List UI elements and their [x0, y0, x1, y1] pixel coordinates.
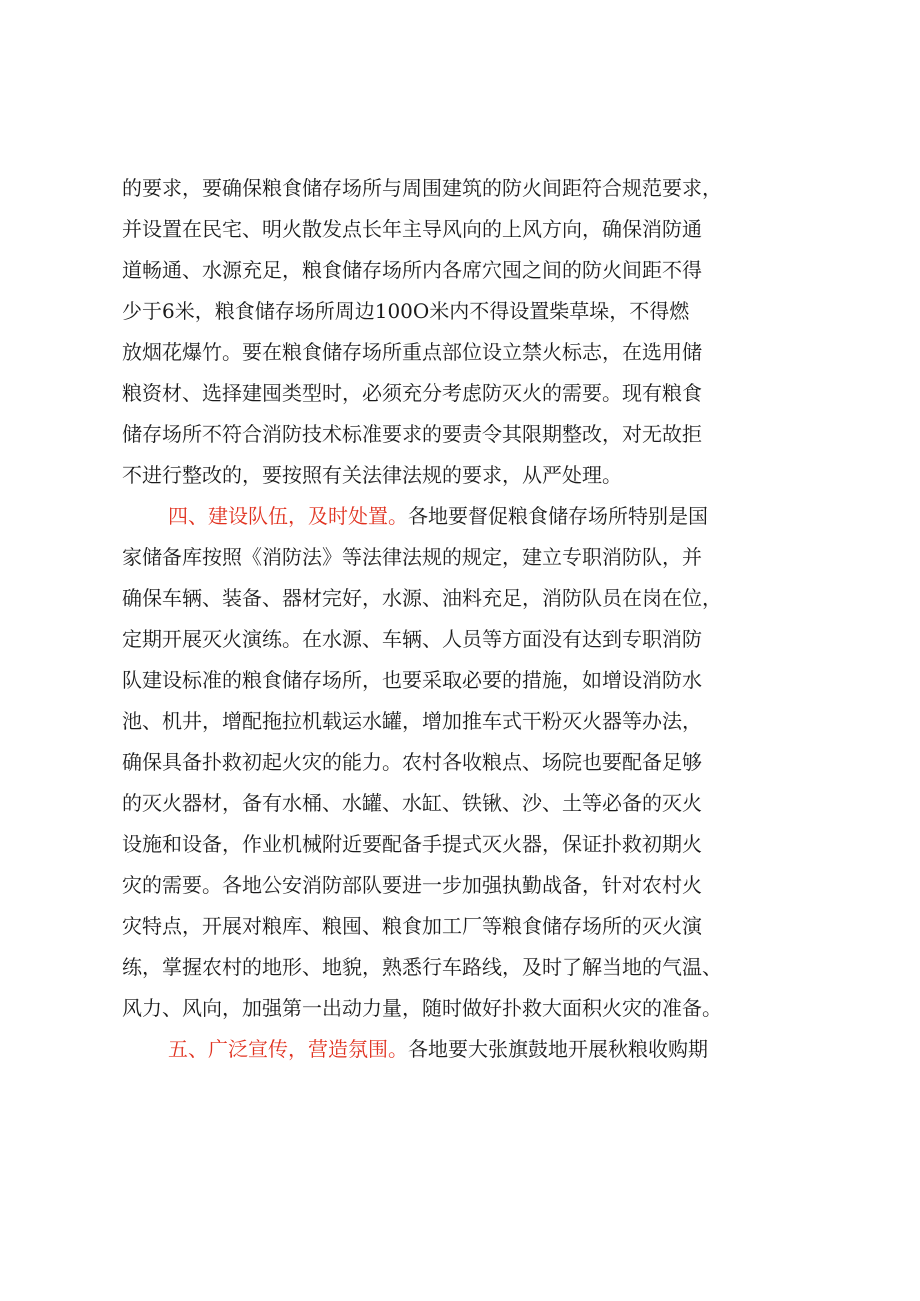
text-line: 的要求，要确保粮食储存场所与周围建筑的防火间距符合规范要求， [122, 176, 722, 200]
paragraph-indent [122, 1029, 168, 1070]
section-5-first-line [122, 1029, 802, 1070]
text-line: 道畅通、水源充足，粮食储存场所内各席穴囤之间的防火间距不得 [122, 258, 702, 282]
text-line: 家储备库按照《消防法》等法律法规的规定，建立专职消防队，并 [122, 545, 702, 569]
text-line: 少于6米，粮食储存场所周边100O米内不得设置柴草垛，不得燃 [122, 299, 690, 323]
text-line: 风力、风向，加强第一出动力量，随时做好扑救大面积火灾的准备。 [122, 996, 722, 1020]
paragraph-indent [122, 496, 168, 537]
section-5-first-line-text: 各地要大张旗鼓地开展秋粮收购期 [408, 1037, 708, 1061]
section-4-first-line [122, 496, 802, 537]
document-body [122, 168, 802, 1070]
text-line: 的灭火器材，备有水桶、水罐、水缸、铁锹、沙、土等必备的灭火 [122, 791, 702, 815]
section-5-heading: 五、广泛宣传，营造氛围。 [168, 1037, 408, 1061]
text-line: 储存场所不符合消防技术标准要求的要责令其限期整改，对无故拒 [122, 422, 702, 446]
text-line: 队建设标准的粮食储存场所，也要采取必要的措施，如增设消防水 [122, 668, 702, 692]
text-line: 练，掌握农村的地形、地貌，熟悉行车路线，及时了解当地的气温、 [122, 955, 722, 979]
text-line: 不进行整改的，要按照有关法律法规的要求，从严处理。 [122, 463, 622, 487]
text-line: 确保车辆、装备、器材完好，水源、油料充足，消防队员在岗在位， [122, 586, 722, 610]
text-line: 灾的需要。各地公安消防部队要进一步加强执勤战备，针对农村火 [122, 873, 702, 897]
text-line: 设施和设备，作业机械附近要配备手提式灭火器，保证扑救初期火 [122, 832, 702, 856]
section-4-heading: 四、建设队伍，及时处置。 [168, 504, 408, 528]
text-line: 并设置在民宅、明火散发点长年主导风向的上风方向，确保消防通 [122, 217, 702, 241]
text-line: 粮资材、选择建囤类型时，必须充分考虑防灭火的需要。现有粮食 [122, 381, 702, 405]
text-line: 定期开展灭火演练。在水源、车辆、人员等方面没有达到专职消防 [122, 627, 702, 651]
text-line: 确保具备扑救初起火灾的能力。农村各收粮点、场院也要配备足够 [122, 750, 702, 774]
text-line: 池、机井，增配拖拉机载运水罐，增加推车式干粉灭火器等办法， [122, 709, 702, 733]
text-line: 灾特点，开展对粮库、粮囤、粮食加工厂等粮食储存场所的灭火演 [122, 914, 702, 938]
section-4-first-line-text: 各地要督促粮食储存场所特别是国 [408, 504, 708, 528]
text-line: 放烟花爆竹。要在粮食储存场所重点部位设立禁火标志，在选用储 [122, 340, 702, 364]
